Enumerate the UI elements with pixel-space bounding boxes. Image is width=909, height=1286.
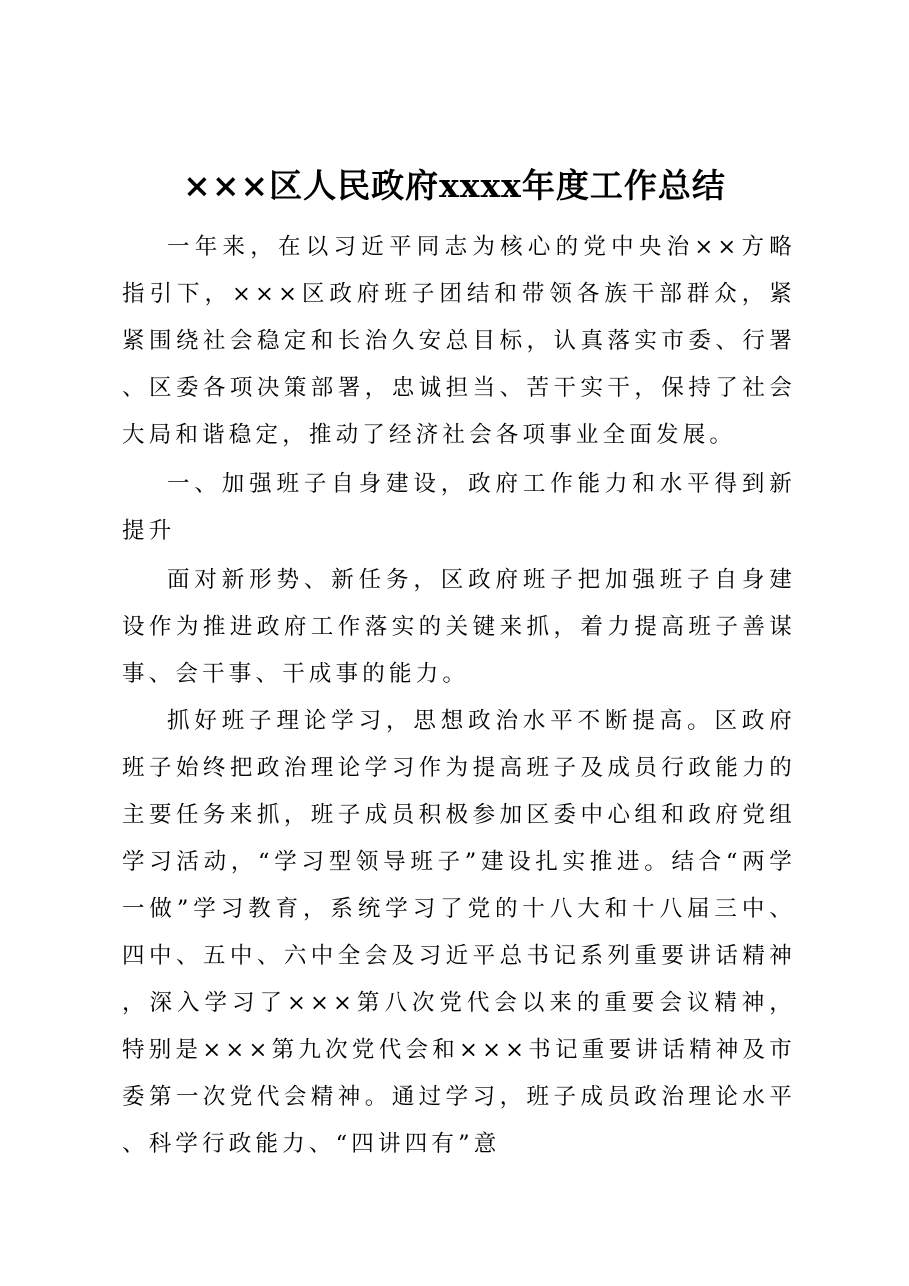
document-title: ×××区人民政府xxxx年度工作总结 [183,166,726,205]
section-heading-1: 一、加强班子自身建设，政府工作能力和水平得到新提升 [122,471,796,544]
paragraph-theory-study: 抓好班子理论学习，思想政治水平不断提高。区政府班子始终把政治理论学习作为提高班子及成员行政能力的主要任务来抓，班子成员积极参加区委中心组和政府党组学习活动，“学习型领导班子”建设扎实推进。结合“两学一做”学习教育，系统学习了党的十八大和十八届三中、四中、五中、六中全会及习近平总书记系列重要讲话精神，深入学习了×××第八次党代会以来的重要会议精神，特别是×××第九次党代会和×××书记重要讲话精神及市委第一次党代会精神。通过学习，班子成员政治理论水平、科学行政能力、“四讲四有”意 [122,708,796,1157]
document-body [122,224,796,1168]
paragraph-section-1-intro: 面对新形势、新任务，区政府班子把加强班子自身建设作为推进政府工作落实的关键来抓，着力提高班子善谋事、会干事、干成事的能力。 [122,567,796,687]
paragraph-intro: 一年来，在以习近平同志为核心的党中央治××方略指引下，×××区政府班子团结和带领各族干部群众，紧紧围绕社会稳定和长治久安总目标，认真落实市委、行署、区委各项决策部署，忠诚担当、苦干实干，保持了社会大局和谐稳定，推动了经济社会各项事业全面发展。 [122,234,796,448]
